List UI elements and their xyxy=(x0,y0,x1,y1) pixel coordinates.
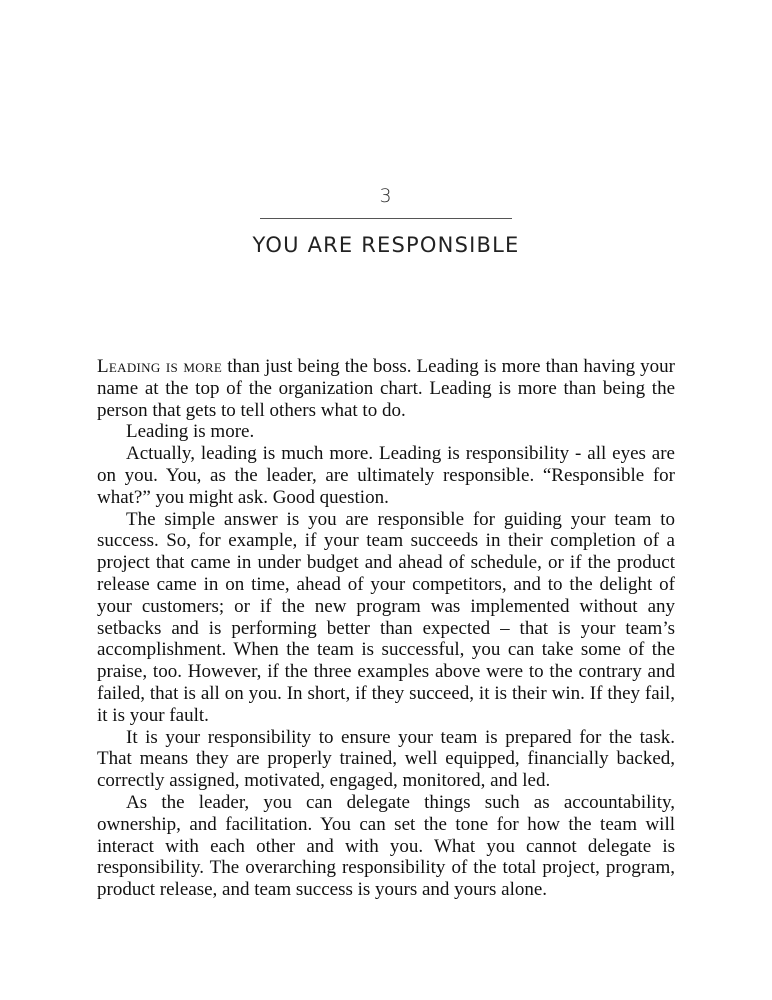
paragraph-4: The simple answer is you are responsible for guiding your team to success. So, for example, if your team succeeds in their completion of a project that came in under budget and ahead of schedule, or if the product release came in on time, ahead of your competitors, and to the delight of your customers; or if the new program was implemented without any setbacks and is performing better than expected – that is your team’s accomplishment. When the team is successful, you can take some of the praise, too. However, if the three examples above were to the contrary and failed, that is all on you. In short, if they succeed, it is their win. If they fail, it is your fault. xyxy=(97,508,675,726)
paragraph-1-text: than just being the boss. Leading is more than having your name at the top of the organization chart. Leading is more than being the person that gets to tell others what to do. xyxy=(97,356,675,421)
opening-smallcaps: Leading is more xyxy=(97,356,223,377)
chapter-body xyxy=(97,356,675,901)
chapter-number: 3 xyxy=(379,185,393,207)
paragraph-5: It is your responsibility to ensure your team is prepared for the task. That means they are properly trained, well equipped, financially backed, correctly assigned, motivated, engaged, monitored, and led. xyxy=(97,726,675,792)
paragraph-6: As the leader, you can delegate things such as accountability, ownership, and facilitation. You can set the tone for how the team will interact with each other and with you. What you cannot delegate is responsibility. The overarching responsibility of the total project, program, product release, and team success is yours and yours alone. xyxy=(97,791,675,901)
paragraph-1 xyxy=(97,356,675,421)
paragraph-3: Actually, leading is much more. Leading is responsibility - all eyes are on you. You, as the leader, are ultimately responsible. “Responsible for what?” you might ask. Good question. xyxy=(97,443,675,508)
chapter-divider xyxy=(260,218,512,219)
paragraph-2: Leading is more. xyxy=(126,421,255,443)
chapter-title: YOU ARE RESPONSIBLE xyxy=(252,233,520,257)
